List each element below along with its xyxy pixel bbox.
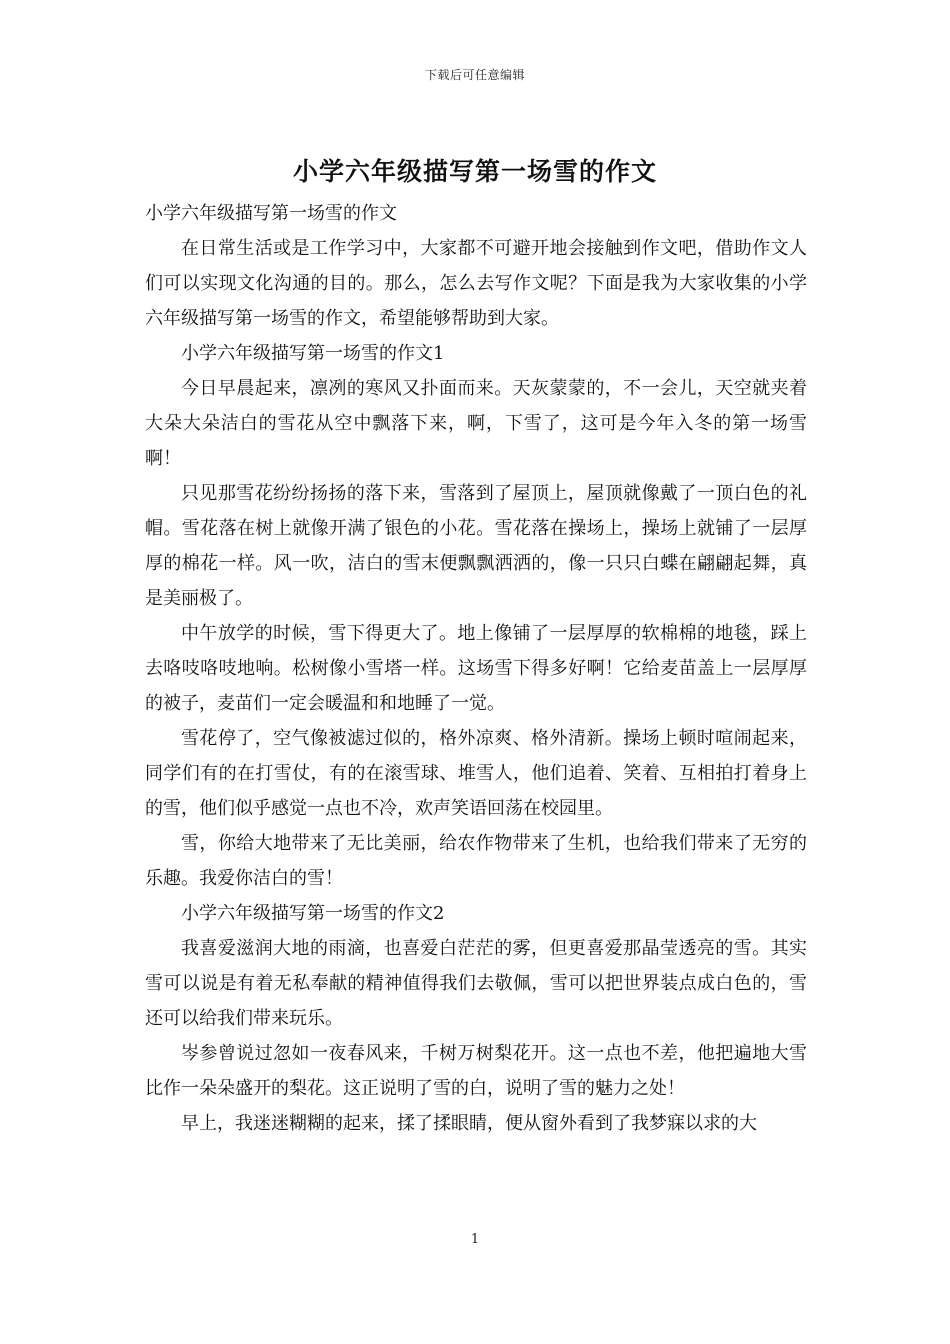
paragraph-intro: 在日常生活或是工作学习中，大家都不可避开地会接触到作文吧，借助作文人们可以实现文化沟通的目的。那么，怎么去写作文呢？下面是我为大家收集的小学六年级描写第一场雪的作文，希望能够帮助到大家。 — [145, 238, 807, 329]
page-number: 1 — [470, 1232, 480, 1247]
document-title: 小学六年级描写第一场雪的作文 — [292, 157, 657, 186]
paragraph: 雪花停了，空气像被滤过似的，格外凉爽、格外清新。操场上顿时喧闹起来，同学们有的在打雪仗，有的在滚雪球、堆雪人，他们追着、笑着、互相拍打着身上的雪，他们似乎感觉一点也不冷，欢声笑语回荡在校园里。 — [145, 728, 807, 819]
paragraph: 岑参曾说过忽如一夜春风来，千树万树梨花开。这一点也不差，他把遍地大雪比作一朵朵盛开的梨花。这正说明了雪的白，说明了雪的魅力之处！ — [145, 1043, 807, 1099]
paragraph: 只见那雪花纷纷扬扬的落下来，雪落到了屋顶上，屋顶就像戴了一顶白色的礼帽。雪花落在树上就像开满了银色的小花。雪花落在操场上，操场上就铺了一层厚厚的棉花一样。风一吹，洁白的雪末便飘飘洒洒的，像一只只白蝶在翩翩起舞，真是美丽极了。 — [145, 483, 807, 609]
section-heading-1: 小学六年级描写第一场雪的作文1 — [181, 343, 445, 364]
paragraph: 雪，你给大地带来了无比美丽，给农作物带来了生机，也给我们带来了无穷的乐趣。我爱你洁白的雪！ — [145, 833, 807, 889]
section-heading-2: 小学六年级描写第一场雪的作文2 — [181, 903, 445, 924]
paragraph: 早上，我迷迷糊糊的起来，揉了揉眼睛，便从窗外看到了我梦寐以求的大 — [181, 1113, 757, 1134]
document-subtitle: 小学六年级描写第一场雪的作文 — [145, 203, 397, 224]
document-body — [145, 196, 807, 1141]
header-note: 下载后可任意编辑 — [424, 68, 525, 82]
paragraph: 中午放学的时候，雪下得更大了。地上像铺了一层厚厚的软棉棉的地毯，踩上去咯吱咯吱地响。松树像小雪塔一样。这场雪下得多好啊！它给麦苗盖上一层厚厚的被子，麦苗们一定会暖温和和地睡了一觉。 — [145, 623, 807, 714]
paragraph: 今日早晨起来，凛冽的寒风又扑面而来。天灰蒙蒙的，不一会儿，天空就夹着大朵大朵洁白的雪花从空中飘落下来，啊，下雪了，这可是今年入冬的第一场雪啊！ — [145, 378, 807, 469]
paragraph: 我喜爱滋润大地的雨滴，也喜爱白茫茫的雾，但更喜爱那晶莹透亮的雪。其实雪可以说是有着无私奉献的精神值得我们去敬佩，雪可以把世界装点成白色的，雪还可以给我们带来玩乐。 — [145, 938, 807, 1029]
